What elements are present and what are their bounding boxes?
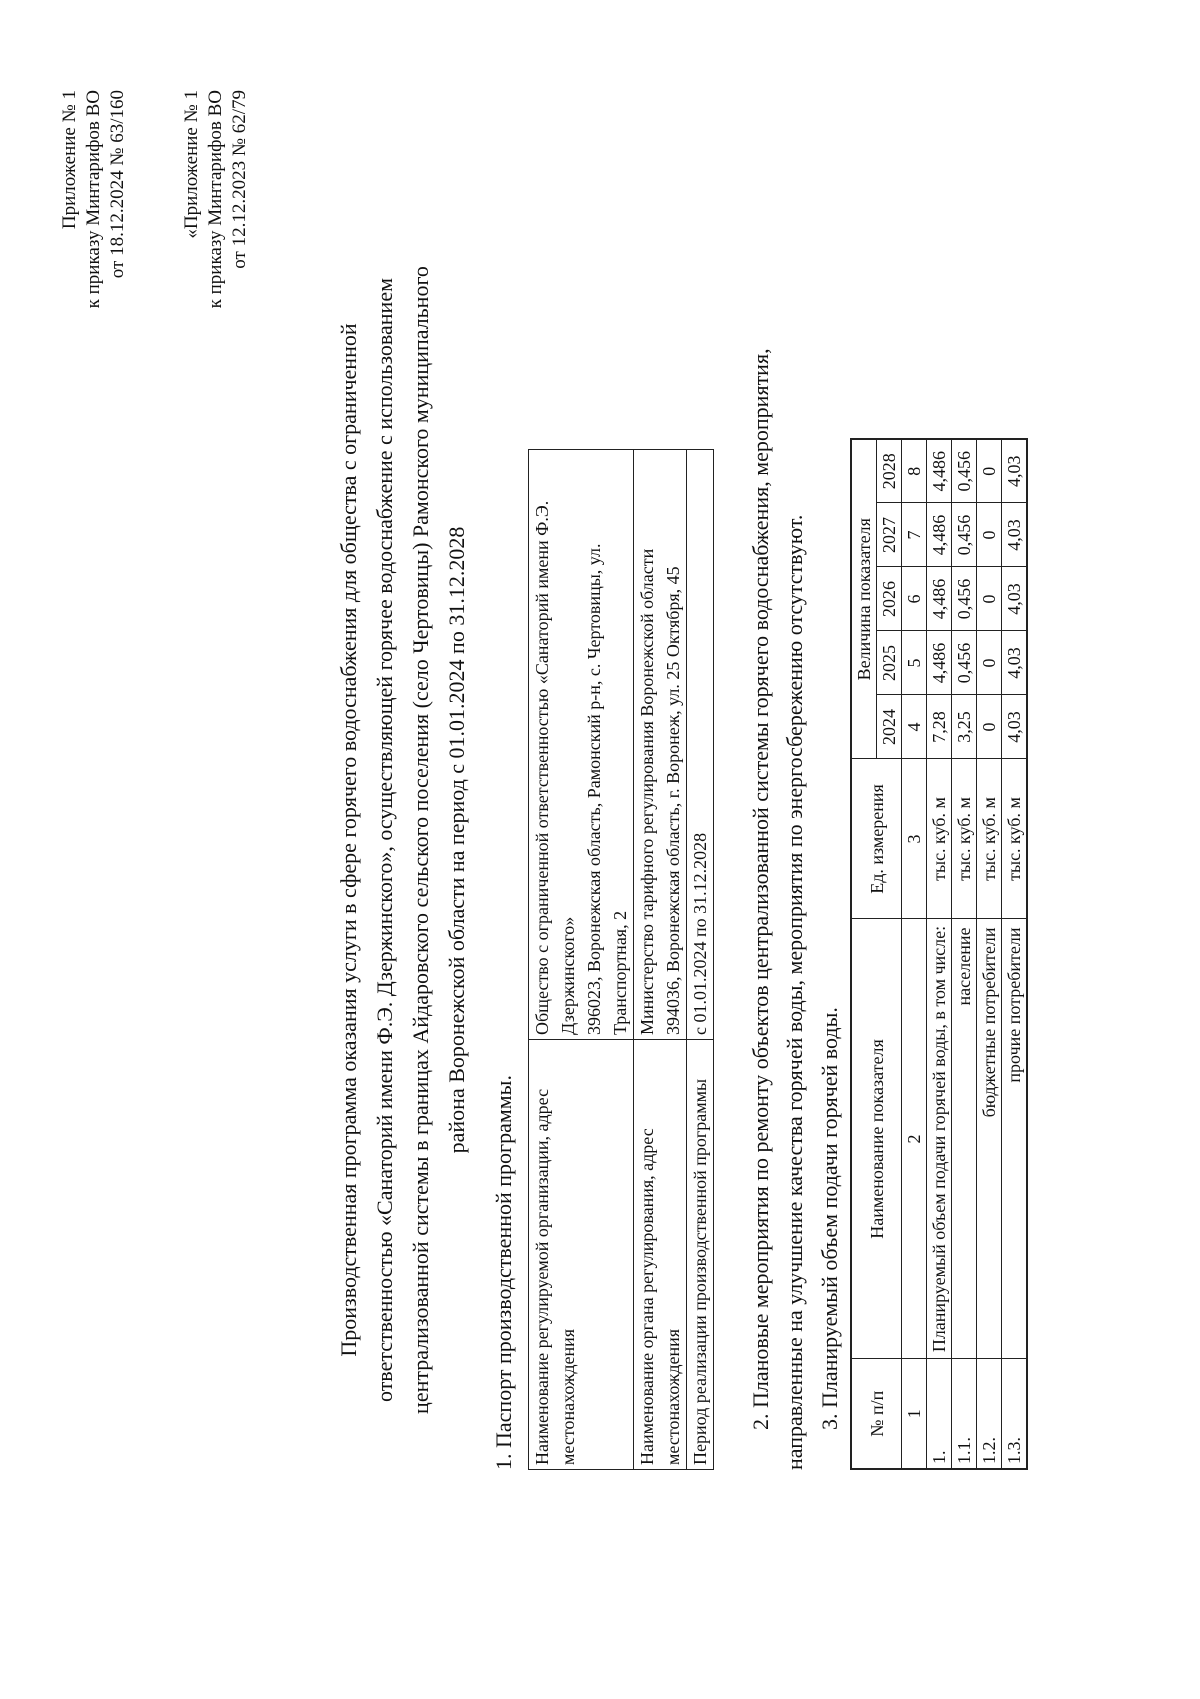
passport-value-cell <box>529 450 634 1040</box>
row-value: 4,03 <box>1002 439 1028 503</box>
col-unit-header: Ед. измерения <box>851 759 902 919</box>
row-value: 4,03 <box>1002 503 1028 567</box>
row-value: 4,03 <box>1002 695 1028 759</box>
passport-value-cell <box>687 450 714 1040</box>
volume-row <box>952 439 977 1469</box>
row-value: 4,03 <box>1002 631 1028 695</box>
row-value: 4,486 <box>927 631 952 695</box>
annex-current-line-3: от 18.12.2024 № 63/160 <box>107 90 128 279</box>
row-value: 4,486 <box>927 439 952 503</box>
passport-label: Период реализации производственной программы <box>690 1078 710 1465</box>
rotated-document-content <box>50 60 1050 1620</box>
volume-header-row <box>851 439 877 1469</box>
index-cell: 4 <box>902 695 927 759</box>
index-cell: 2 <box>902 919 927 1359</box>
year-header: 2025 <box>877 631 902 695</box>
row-value: 0,456 <box>952 631 977 695</box>
row-unit: тыс. куб. м <box>977 759 1002 919</box>
program-title-line-4: района Воронежской области на период с 01.01.2024 по 31.12.2028 <box>444 526 469 1154</box>
row-num: 1.1. <box>952 1359 977 1469</box>
row-value: 0,456 <box>952 503 977 567</box>
index-cell: 7 <box>902 503 927 567</box>
row-name: население <box>952 919 977 1359</box>
index-cell: 8 <box>902 439 927 503</box>
passport-label-cell <box>687 1040 714 1470</box>
annex-previous-line-1: «Приложение № 1 <box>181 90 202 239</box>
index-cell: 5 <box>902 631 927 695</box>
year-header: 2027 <box>877 503 902 567</box>
volume-table <box>850 438 1028 1470</box>
section-1-heading: 1. Паспорт производственной программы. <box>491 1075 516 1470</box>
year-header: 2026 <box>877 567 902 631</box>
passport-row <box>529 450 634 1470</box>
row-name: Планируемый объем подачи горячей воды, в том числе: <box>927 919 952 1359</box>
passport-value: Общество с ограниченной ответственностью «Санаторий имени Ф.Э. Дзержинского» <box>532 500 578 1035</box>
annex-current-line-1: Приложение № 1 <box>59 90 80 230</box>
row-value: 0 <box>977 567 1002 631</box>
row-value: 4,03 <box>1002 567 1028 631</box>
passport-label: Наименование регулируемой организации, адрес <box>532 1088 552 1465</box>
annex-previous-line-3: от 12.12.2023 № 62/79 <box>229 90 250 269</box>
volume-row <box>977 439 1002 1469</box>
row-value: 0 <box>977 503 1002 567</box>
volume-row <box>1002 439 1028 1469</box>
program-title-line-1: Производственная программа оказания услуги в сфере горячего водоснабжения для общества с ограниченной <box>336 323 361 1357</box>
section-2-line-1: 2. Плановые мероприятия по ремонту объектов централизованной системы горячего водоснабжения, мероприятия, <box>748 348 773 1430</box>
section-3-heading: 3. Планируемый объем подачи горячей воды. <box>817 1007 842 1430</box>
index-cell: 1 <box>902 1359 927 1469</box>
passport-label-cell <box>634 1040 687 1470</box>
passport-value: с 01.01.2024 по 31.12.2028 <box>690 832 710 1035</box>
row-value: 4,486 <box>927 567 952 631</box>
row-value: 0,456 <box>952 439 977 503</box>
annex-previous-line-2: к приказу Минтарифов ВО <box>205 90 226 309</box>
row-name: прочие потребители <box>1002 919 1028 1359</box>
row-value: 0 <box>977 631 1002 695</box>
program-title-line-2: ответственностью «Санаторий имени Ф.Э. Дзержинского», осуществляющей горячее водоснабжение с использованием <box>372 277 397 1403</box>
row-value: 0 <box>977 695 1002 759</box>
volume-row <box>927 439 952 1469</box>
row-value: 3,25 <box>952 695 977 759</box>
annex-current-line-2: к приказу Минтарифов ВО <box>83 90 104 309</box>
passport-value: 394036, Воронежская область, г. Воронеж, ул. 25 Октября, 45 <box>663 566 683 1035</box>
row-num: 1.3. <box>1002 1359 1028 1469</box>
col-num-header: № п/п <box>851 1359 902 1469</box>
index-cell: 6 <box>902 567 927 631</box>
passport-label: местонахождения <box>663 1328 683 1465</box>
row-num: 1. <box>927 1359 952 1469</box>
row-name: бюджетные потребители <box>977 919 1002 1359</box>
row-value: 7,28 <box>927 695 952 759</box>
program-title-line-3: централизованной системы в границах Айдаровского сельского поселения (село Чертовицы) Рамонского муниципального <box>408 266 433 1414</box>
year-header: 2028 <box>877 439 902 503</box>
passport-row <box>687 450 714 1470</box>
row-value: 4,486 <box>927 503 952 567</box>
volume-index-row <box>902 439 927 1469</box>
row-unit: тыс. куб. м <box>952 759 977 919</box>
passport-value: 396023, Воронежская область, Рамонский р-н, с. Чертовицы, ул. Транспортная, 2 <box>584 543 630 1035</box>
passport-label: Наименование органа регулирования, адрес <box>637 1128 657 1465</box>
index-cell: 3 <box>902 759 927 919</box>
col-value-group-header: Величина показателя <box>851 439 877 759</box>
passport-label: местонахождения <box>558 1328 578 1465</box>
passport-table <box>528 449 714 1470</box>
row-unit: тыс. куб. м <box>927 759 952 919</box>
passport-label-cell <box>529 1040 634 1470</box>
passport-value-cell <box>634 450 687 1040</box>
row-num: 1.2. <box>977 1359 1002 1469</box>
row-unit: тыс. куб. м <box>1002 759 1028 919</box>
passport-value: Министерство тарифного регулирования Воронежской области <box>637 548 657 1035</box>
section-2-line-2: направленные на улучшение качества горячей воды, мероприятия по энергосбережению отсутствуют. <box>782 514 807 1470</box>
row-value: 0,456 <box>952 567 977 631</box>
passport-row <box>634 450 687 1470</box>
row-value: 0 <box>977 439 1002 503</box>
col-name-header: Наименование показателя <box>851 919 902 1359</box>
year-header: 2024 <box>877 695 902 759</box>
